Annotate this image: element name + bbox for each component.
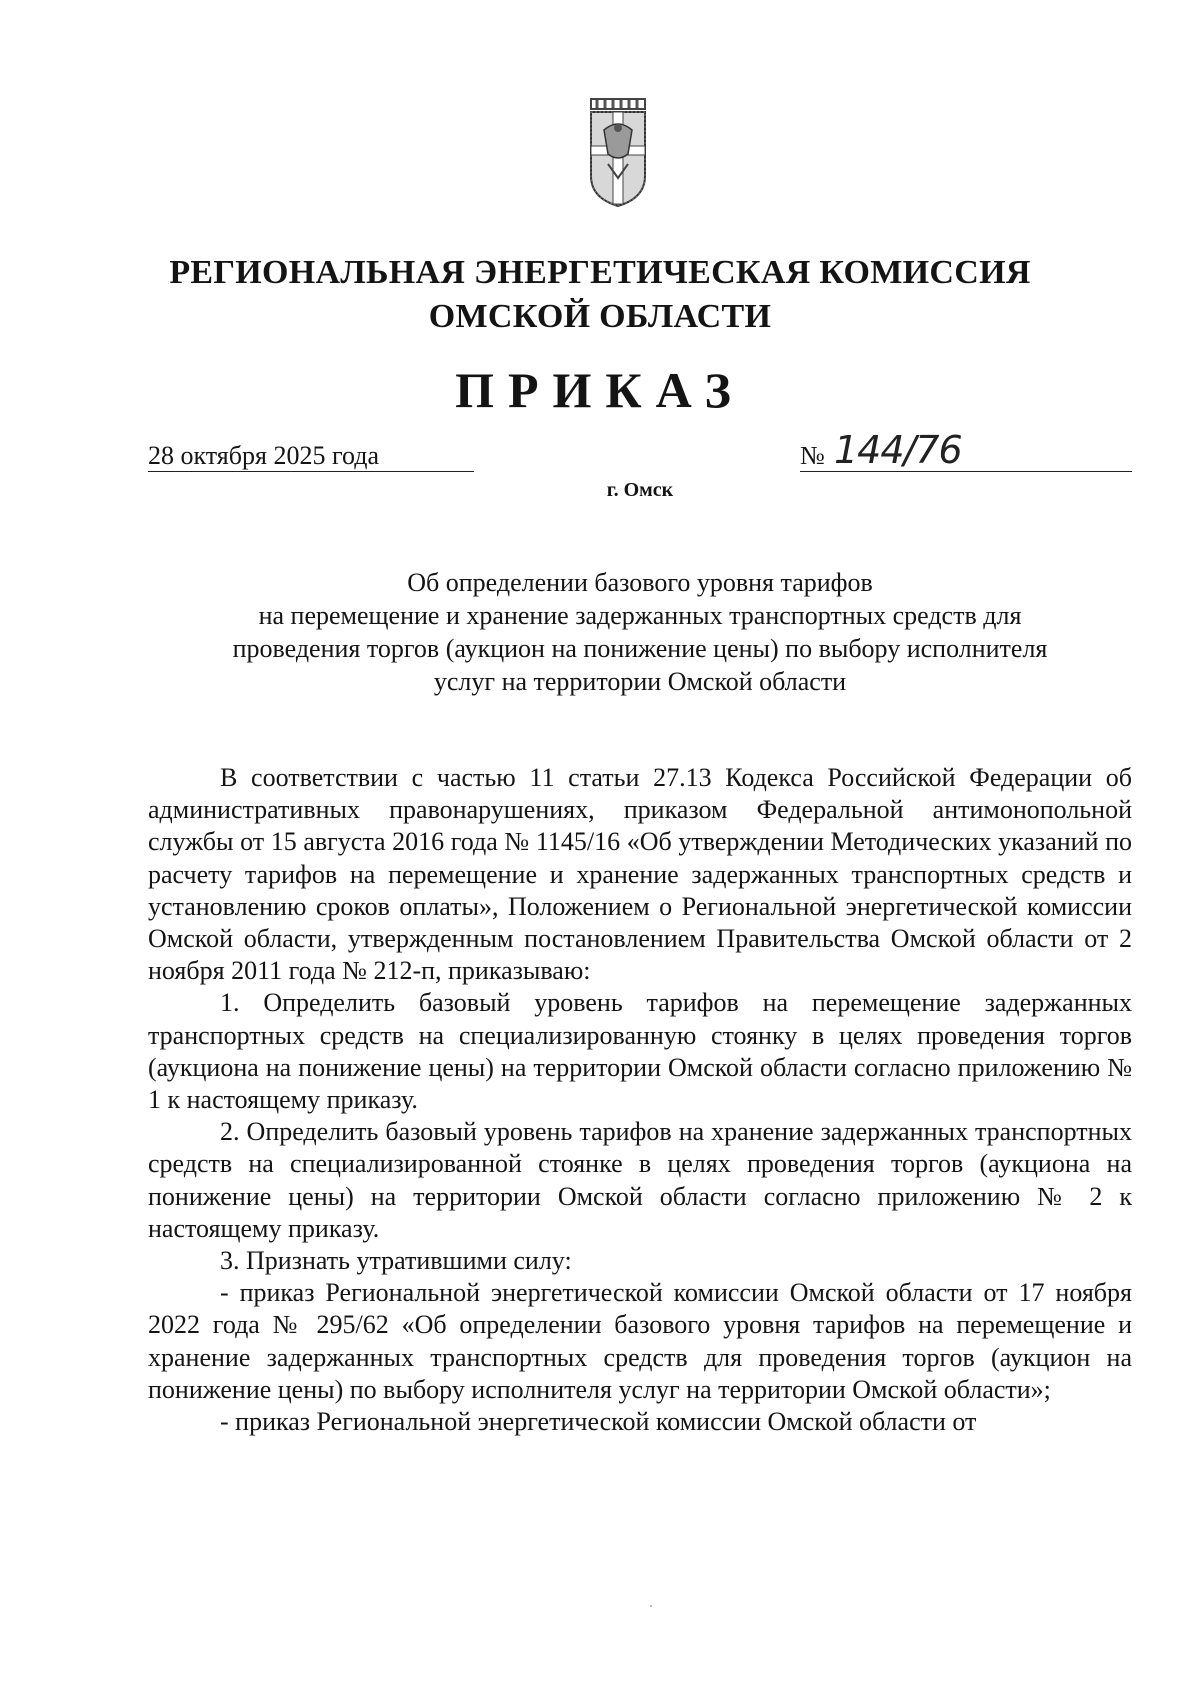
body-paragraph-preamble: В соответствии с частью 11 статьи 27.13 Кодекса Российской Федерации об административных правонарушениях, приказом Федеральной антимонопольной службы от 15 августа 2016 года № 1145/16 «Об утверждении Методических указаний по расчету тарифов на перемещение и хранение задержанных транспортных средств и установлению сроков оплаты», Положением о Региональной энергетической комиссии Омской области, утвержденным постановлением Правительства Омской области от 2 ноября 2011 года № 212-п, приказываю:	[148, 763, 1132, 986]
coat-of-arms	[588, 98, 648, 208]
omsk-coat-of-arms-icon	[588, 98, 648, 208]
subject-line: услуг на территории Омской области	[433, 667, 847, 696]
subject-line: на перемещение и хранение задержанных транспортных средств для	[258, 601, 1022, 630]
number-sign: №	[800, 441, 825, 470]
number-underline	[800, 471, 1132, 472]
document-date: 28 октября 2025 года	[148, 441, 379, 470]
organization-name-line-1: РЕГИОНАЛЬНАЯ ЭНЕРГЕТИЧЕСКАЯ КОМИССИЯ	[169, 254, 1031, 291]
organization-name-line-2: ОМСКОЙ ОБЛАСТИ	[428, 298, 772, 335]
document-city: г. Омск	[606, 479, 674, 501]
body-paragraph-item-3: 3. Признать утратившими силу:	[220, 1246, 572, 1276]
scan-mark	[650, 1605, 652, 1607]
document-number: 144/76	[834, 428, 962, 472]
subject-line: Об определении базового уровня тарифов	[407, 568, 873, 597]
date-underline	[148, 471, 474, 472]
document-type-title: ПРИКАЗ	[455, 362, 745, 418]
subject-line: проведения торгов (аукцион на понижение цены) по выбору исполнителя	[232, 634, 1048, 663]
document-subject	[0, 566, 1200, 698]
body-paragraph-repealed-order-2: - приказ Региональной энергетической комиссии Омской области от	[220, 1407, 977, 1437]
body-paragraph-repealed-order-1: - приказ Региональной энергетической комиссии Омской области от 17 ноября 2022 года № 295/62 «Об определении базового уровня тарифов на перемещение и хранение задержанных транспортных средств для проведения торгов (аукцион на понижение цены) по выбору исполнителя услуг на территории Омской области»;	[148, 1278, 1132, 1404]
document-body	[148, 762, 1132, 1438]
body-paragraph-item-1: 1. Определить базовый уровень тарифов на перемещение задержанных транспортных средств на специализированную стоянку в целях проведения торгов (аукциона на понижение цены) на территории Омской области согласно приложению № 1 к настоящему приказу.	[148, 988, 1132, 1115]
body-paragraph-item-2: 2. Определить базовый уровень тарифов на хранение задержанных транспортных средств на специализированной стоянке в целях проведения торгов (аукциона на понижение цены) на территории Омской области согласно приложению № 2 к настоящему приказу.	[148, 1117, 1132, 1243]
